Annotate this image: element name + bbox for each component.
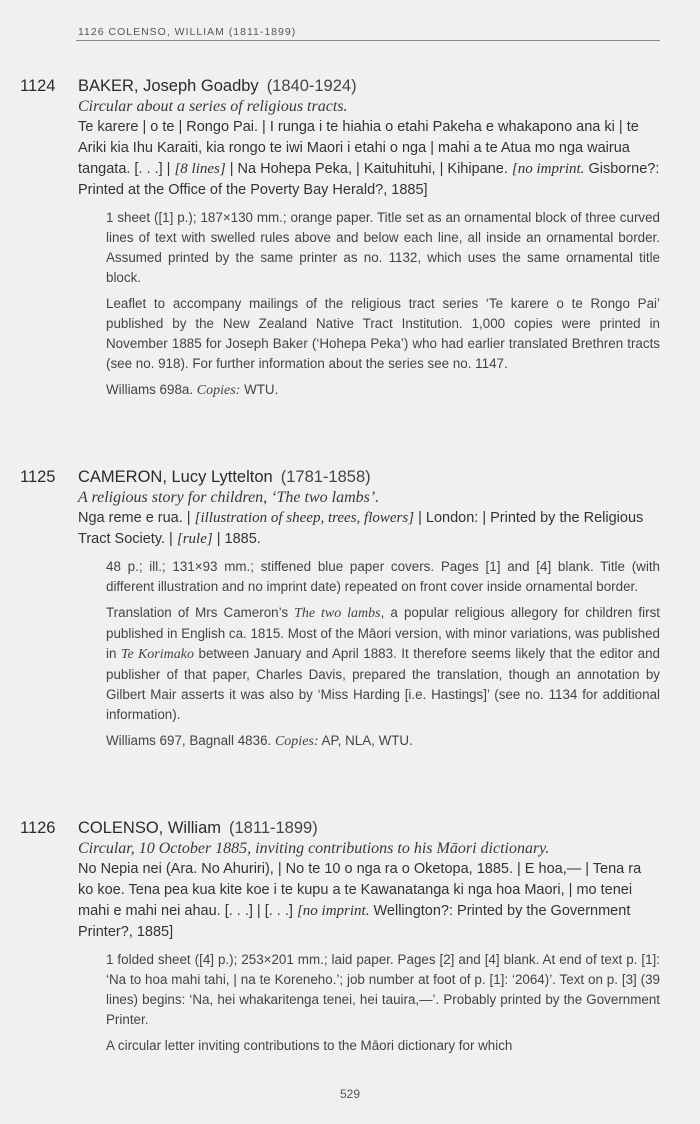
commentary-italic: Te Korimako — [120, 647, 194, 662]
author-dates: (1840-1924) — [266, 77, 357, 95]
transcription-text: Wellington?: Printed by the Government Printer?, 1885] — [78, 903, 631, 940]
running-head: 1126 COLENSO, WILLIAM (1811-1899) — [78, 26, 297, 38]
transcription-italic: [rule] — [176, 531, 213, 547]
author-name: CAMERON, Lucy Lyttelton — [78, 468, 273, 486]
header-rule — [76, 40, 660, 41]
transcription-italic: [no imprint. — [296, 903, 370, 919]
transcription-text: | Na Hohepa Peka, | Kaituhituhi, | Kihipane. — [225, 161, 512, 177]
transcription — [78, 859, 660, 943]
copies-label: Copies: — [196, 383, 241, 398]
entry-number: 1125 — [20, 468, 56, 486]
physical-description: 1 sheet ([1] p.); 187×130 mm.; orange paper. Title set as an ornamental block of three curved lines of text with swelled rules above and below each line, all inside an ornamental border. Assumed printed by the same printer as no. 1132, which uses the same ornamental title block. — [106, 210, 660, 285]
copies-list: WTU. — [240, 382, 279, 397]
transcription-italic: [no imprint. — [511, 161, 585, 177]
physical-description: 1 folded sheet ([4] p.); 253×201 mm.; laid paper. Pages [2] and [4] blank. At end of text p. [1]: ‘Na to hoa mahi tahi, | na te Koreneho.’; job number at foot of p. [1]: ‘2064)’. Text on p. [3] (39 lines) begins: ‘Na, hei whakaritenga tenei, hei tauira,—’. Probably printed by the Government Printer. — [106, 952, 660, 1027]
reference-text: Williams 698a. — [106, 382, 197, 397]
author-name: COLENSO, William — [78, 819, 222, 837]
commentary-italic: The two lambs — [294, 606, 381, 621]
transcription-italic: [8 lines] — [174, 161, 226, 177]
commentary-text: Translation of Mrs Cameron’s — [106, 605, 295, 620]
entry-1125 — [20, 467, 660, 752]
copies-list: AP, NLA, WTU. — [318, 733, 413, 748]
transcription — [78, 508, 660, 550]
author-dates: (1781-1858) — [280, 468, 371, 486]
transcription-text: | London: | Printed by the Religious Tract Society. | — [78, 510, 644, 547]
commentary-text: between January and April 1883. It therefore seems likely that the editor and publisher of that paper, Charles Davis, prepared the translation, though an annotation by Gilbert Mair asserts it was also by ‘Miss Harding [i.e. Hastings]’ (see no. 1134 for additional information). — [106, 646, 660, 722]
commentary — [106, 603, 660, 725]
commentary-text: , a popular religious allegory for children first published in English ca. 1815. Most of the Māori version, with minor variations, was published in — [106, 605, 661, 661]
entry-number: 1126 — [20, 819, 56, 837]
transcription-text: Te karere | o te | Rongo Pai. | I runga i te hiahia o etahi Pakeha e whakapono ana ki | te Ariki kia Ihu Karaiti, kia rongo te iwi Maori i etahi o nga | mahi a te Atua mo nga wairua tangata. [. . .] | — [78, 119, 639, 177]
entry-heading — [20, 818, 660, 838]
entry-number: 1124 — [20, 77, 56, 95]
commentary: A circular letter inviting contributions to the Māori dictionary for which — [106, 1038, 513, 1053]
page-number: 529 — [339, 1087, 361, 1101]
entry-heading — [20, 76, 660, 96]
entry-1126 — [20, 818, 660, 1056]
entry-title: A religious story for children, ‘The two lambs’. — [78, 489, 380, 506]
transcription-text: | 1885. — [212, 531, 261, 547]
author-dates: (1811-1899) — [229, 819, 318, 837]
entry-title: Circular, 10 October 1885, inviting contributions to his Māori dictionary. — [78, 840, 550, 857]
references — [106, 380, 660, 401]
entry-1124 — [20, 76, 660, 401]
transcription-text: No Nepia nei (Ara. No Ahuriri), | No te 10 o nga ra o Oketopa, 1885. | E hoa,— | Tena ra ko koe. Tena pea kua kite koe i te kupu a te Kawanatanga ki nga hoa Maori, | mo tenei mahi e mahi nei ahau. [. . .] | [. . .] — [78, 861, 642, 919]
entry-heading — [20, 467, 660, 487]
copies-label: Copies: — [274, 734, 319, 749]
transcription-italic: [illustration of sheep, trees, flowers] — [194, 510, 415, 526]
transcription-text: Gisborne?: Printed at the Office of the Poverty Bay Herald?, 1885] — [78, 161, 660, 198]
commentary: Leaflet to accompany mailings of the religious tract series ‘Te karere o te Rongo Pai’ published by the New Zealand Native Tract Institution. 1,000 copies were printed in November 1885 for Joseph Baker (‘Hohepa Peka’) who had earlier translated Brethren tracts (see no. 918). For further information about the series see no. 1147. — [106, 296, 660, 371]
physical-description: 48 p.; ill.; 131×93 mm.; stiffened blue paper covers. Pages [1] and [4] blank. Title (with different illustration and no imprint date) repeated on front cover inside ornamental border. — [106, 559, 660, 594]
transcription-text: Nga reme e rua. | — [78, 510, 195, 526]
references — [106, 731, 660, 752]
reference-text: Williams 697, Bagnall 4836. — [106, 733, 275, 748]
author-name: BAKER, Joseph Goadby — [78, 77, 259, 95]
entry-title: Circular about a series of religious tracts. — [78, 98, 348, 115]
transcription — [78, 117, 660, 201]
